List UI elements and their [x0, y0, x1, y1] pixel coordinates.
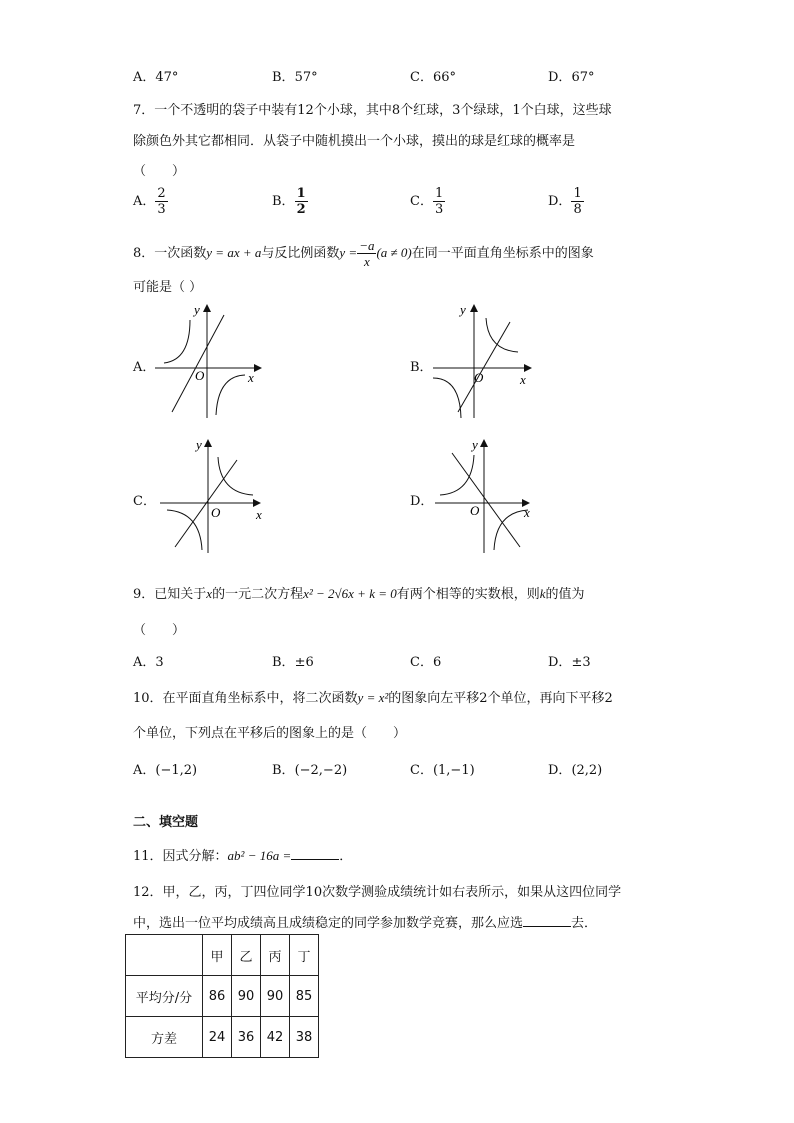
origin-label: O — [470, 503, 480, 518]
x-arrow — [253, 499, 261, 507]
q8-line2: 可能是（ ） — [133, 280, 203, 295]
q9-option-a: A．3 — [133, 655, 164, 670]
answer-blank[interactable] — [523, 914, 571, 927]
x-label: x — [524, 505, 530, 520]
x-label: x — [520, 372, 526, 387]
q9-option-d: D．±3 — [548, 655, 591, 670]
section-title: 二、填空题 — [133, 815, 199, 830]
q7-line2: 除颜色外其它都相同．从袋子中随机摸出一个小球，摸出的球是红球的概率是 — [133, 134, 576, 149]
q9-bracket: （ ） — [133, 623, 186, 638]
x-label: x — [248, 370, 254, 385]
graph-b — [428, 300, 540, 425]
q9-line1: 9．已知关于x的一元二次方程x² − 2√6x + k = 0有两个相等的实数根，则k的值为 — [133, 586, 585, 602]
x-label: x — [256, 507, 262, 522]
q10-option-a: A．(−1,2) — [133, 763, 198, 778]
q10-line1: 10．在平面直角坐标系中，将二次函数y = x²的图象向左平移2个单位，再向下平移2 — [133, 690, 613, 706]
hyperbola-branch — [164, 320, 190, 363]
cell: 38 — [290, 1017, 319, 1058]
graph-d-label: D． — [410, 494, 434, 509]
cell: 85 — [290, 976, 319, 1017]
q7-option-d: D． $\frac{1}{8}$ — [548, 186, 582, 217]
q9-option-b: B．±6 — [272, 655, 314, 670]
q7-option-c: C． $\frac{1}{3}$ — [410, 186, 444, 217]
q10-option-b: B．(−2,−2) — [272, 763, 348, 778]
linear-graph — [458, 322, 510, 412]
graph-d — [430, 435, 542, 560]
q10-option-d: D．(2,2) — [548, 763, 603, 778]
cell: 90 — [232, 976, 261, 1017]
q11-line: 11．因式分解：ab² − 16a = ． — [133, 848, 353, 864]
q6-option-c: C．66° — [410, 70, 456, 85]
y-arrow — [480, 439, 488, 447]
table-row — [126, 976, 319, 1017]
row-label-average: 平均分/分 — [126, 976, 203, 1017]
header-bing: 丙 — [261, 935, 290, 976]
table-row — [126, 1017, 319, 1058]
q7-bracket: （ ） — [133, 164, 186, 179]
q6-option-b: B．57° — [272, 70, 318, 85]
y-arrow — [203, 304, 211, 312]
row-label-variance: 方差 — [126, 1017, 203, 1058]
header-ding: 丁 — [290, 935, 319, 976]
y-label: y — [196, 437, 202, 452]
table-corner — [126, 935, 203, 976]
y-arrow — [470, 304, 478, 312]
cell: 90 — [261, 976, 290, 1017]
q7-option-b: B． $\frac{1}{2}$ — [272, 186, 306, 217]
table-header-row — [126, 935, 319, 976]
hyperbola-branch — [216, 375, 245, 415]
cell: 36 — [232, 1017, 261, 1058]
linear-graph — [172, 315, 224, 412]
q10-line2: 个单位，下列点在平移后的图象上的是（ ） — [133, 726, 407, 741]
hyperbola-branch — [433, 378, 461, 418]
y-label: y — [472, 437, 478, 452]
score-table — [125, 934, 319, 1058]
q6-option-d: D．67° — [548, 70, 595, 85]
cell: 24 — [203, 1017, 232, 1058]
header-yi: 乙 — [232, 935, 261, 976]
q12-line2: 中，选出一位平均成绩高且成绩稳定的同学参加数学竞赛，那么应选 去． — [133, 916, 598, 931]
graph-b-label: B． — [410, 360, 433, 375]
y-arrow — [204, 439, 212, 447]
q12-line1: 12．甲，乙，丙，丁四位同学10次数学测验成绩统计如右表所示，如果从这四位同学 — [133, 885, 622, 900]
q8-line1: 8．一次函数y = ax + a与反比例函数y = $\frac{-a}{x}$ (a ≠ 0)在同一平面直角坐标系中的图象 — [133, 238, 594, 269]
graph-a-label: A． — [133, 360, 156, 375]
q9-option-c: C．6 — [410, 655, 442, 670]
graph-c-label: C． — [133, 494, 156, 509]
linear-graph — [452, 453, 520, 547]
q7-option-a: A． $\frac{2}{3}$ — [133, 186, 166, 217]
origin-label: O — [211, 505, 221, 520]
origin-label: O — [195, 368, 205, 383]
hyperbola-branch — [494, 510, 528, 550]
header-jia: 甲 — [203, 935, 232, 976]
q6-option-a: A．47° — [133, 70, 179, 85]
x-arrow — [254, 364, 262, 372]
graph-c — [155, 435, 270, 560]
q7-line1: 7．一个不透明的袋子中装有12个小球，其中8个红球，3个绿球，1个白球，这些球 — [133, 103, 612, 118]
y-label: y — [194, 302, 200, 317]
hyperbola-branch — [440, 455, 474, 495]
y-label: y — [460, 302, 466, 317]
q10-option-c: C．(1,−1) — [410, 763, 475, 778]
cell: 86 — [203, 976, 232, 1017]
x-arrow — [524, 364, 532, 372]
origin-label: O — [474, 370, 484, 385]
graph-a — [150, 300, 270, 425]
answer-blank[interactable] — [291, 847, 339, 860]
cell: 42 — [261, 1017, 290, 1058]
